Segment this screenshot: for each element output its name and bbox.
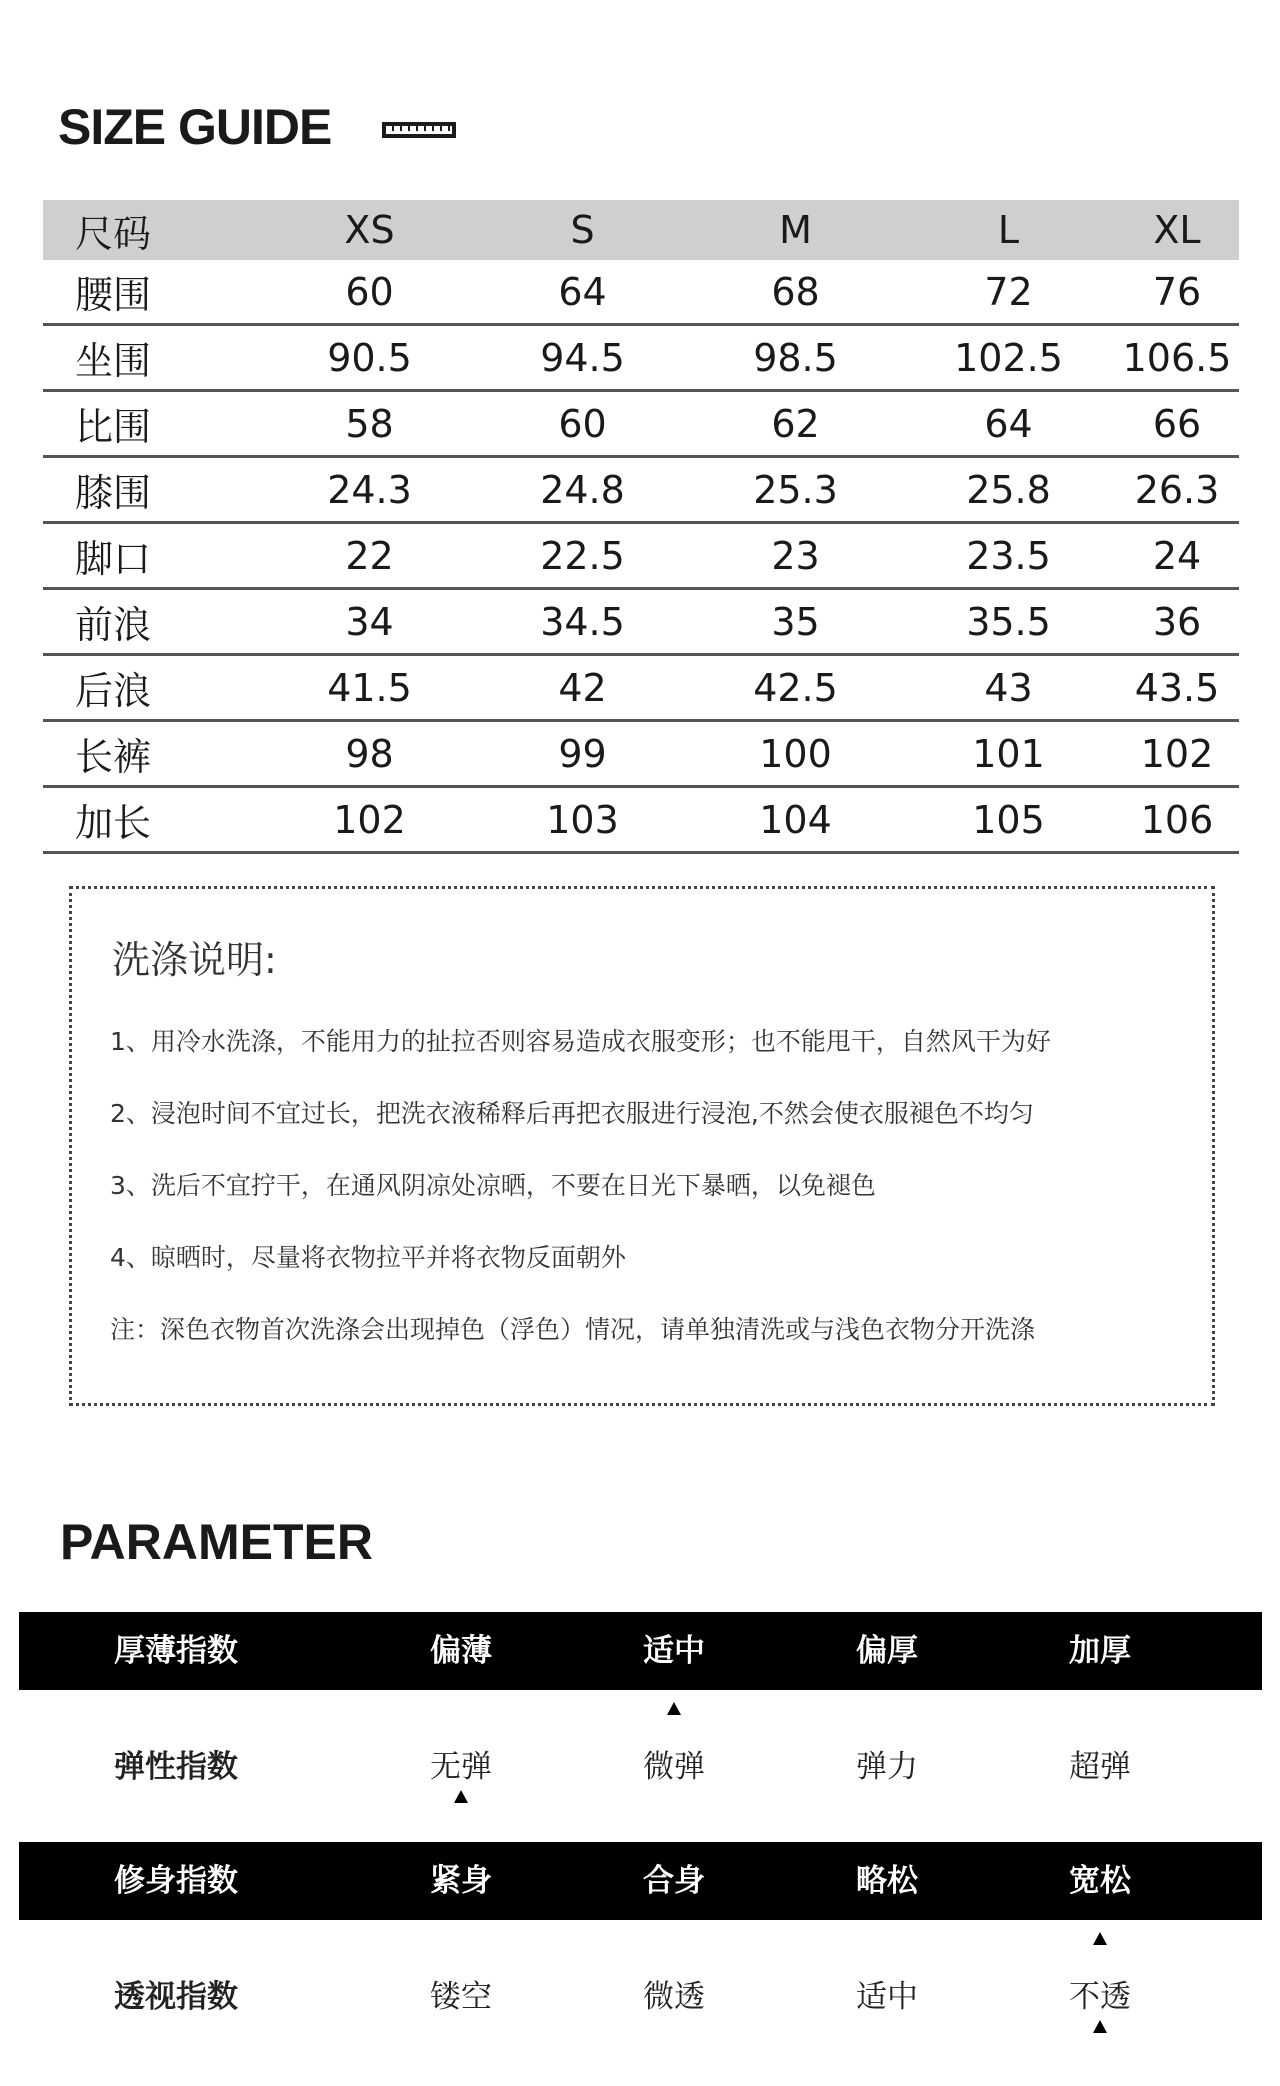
- table-cell: 102.5: [902, 325, 1115, 391]
- wash-list: [110, 1027, 1051, 1387]
- table-cell: 68: [689, 260, 902, 325]
- table-cell: 72: [902, 260, 1115, 325]
- table-row: [43, 589, 1239, 655]
- table-row: [43, 260, 1239, 325]
- parameter-option: 合身: [643, 1863, 705, 1899]
- table-cell: 35.5: [902, 589, 1115, 655]
- table-cell: 43: [902, 655, 1115, 721]
- table-cell: 106.5: [1115, 325, 1239, 391]
- size-guide-title: SIZE GUIDE: [58, 99, 332, 155]
- row-label: 长裤: [43, 721, 263, 787]
- table-cell: 100: [689, 721, 902, 787]
- table-cell: 99: [476, 721, 689, 787]
- table-cell: 22.5: [476, 523, 689, 589]
- parameter-option: 微弹: [643, 1749, 705, 1785]
- table-cell: 43.5: [1115, 655, 1239, 721]
- table-cell: 23.5: [902, 523, 1115, 589]
- parameter-row: [19, 1612, 1262, 1690]
- wash-line: 1、用冷水洗涤，不能用力的扯拉否则容易造成衣服变形；也不能甩干，自然风干为好: [110, 1027, 1051, 1056]
- parameter-row: [19, 1728, 1262, 1806]
- row-label: 后浪: [43, 655, 263, 721]
- table-cell: 24: [1115, 523, 1239, 589]
- size-table-header: [43, 200, 1239, 260]
- row-label: 前浪: [43, 589, 263, 655]
- parameter-label: 修身指数: [114, 1863, 238, 1899]
- parameter-option: 镂空: [430, 1979, 492, 2015]
- header-cell-m: M: [689, 200, 902, 260]
- table-cell: 36: [1115, 589, 1239, 655]
- table-cell: 102: [1115, 721, 1239, 787]
- wash-note: 注：深色衣物首次洗涤会出现掉色（浮色）情况，请单独清洗或与浅色衣物分开洗涤: [110, 1315, 1036, 1344]
- selected-marker-icon: [454, 1790, 468, 1803]
- table-cell: 23: [689, 523, 902, 589]
- header-cell-size: 尺码: [43, 200, 263, 260]
- table-cell: 101: [902, 721, 1115, 787]
- selected-marker-icon: [1093, 1932, 1107, 1945]
- parameter-option: 适中: [856, 1979, 918, 2015]
- table-row: [43, 523, 1239, 589]
- table-row: [43, 391, 1239, 457]
- parameter-option: 紧身: [430, 1863, 492, 1899]
- parameter-label: 厚薄指数: [114, 1633, 238, 1669]
- table-cell: 76: [1115, 260, 1239, 325]
- row-label: 比围: [43, 391, 263, 457]
- table-cell: 34.5: [476, 589, 689, 655]
- table-row: [43, 325, 1239, 391]
- header-cell-xs: XS: [263, 200, 476, 260]
- parameter-option: 适中: [643, 1633, 705, 1669]
- table-cell: 24.8: [476, 457, 689, 523]
- table-cell: 58: [263, 391, 476, 457]
- parameter-option: 偏厚: [856, 1633, 918, 1669]
- parameter-option: 超弹: [1069, 1749, 1131, 1785]
- wash-line: 3、洗后不宜拧干，在通风阴凉处凉晒，不要在日光下暴晒，以免褪色: [110, 1171, 876, 1200]
- parameter-option: 微透: [643, 1979, 705, 2015]
- parameter-option: 加厚: [1069, 1633, 1131, 1669]
- table-cell: 62: [689, 391, 902, 457]
- table-cell: 42.5: [689, 655, 902, 721]
- parameter-option: 偏薄: [430, 1633, 492, 1669]
- parameter-row: [19, 1958, 1262, 2036]
- parameter-label: 透视指数: [114, 1979, 238, 2015]
- row-label: 腰围: [43, 260, 263, 325]
- table-row: [43, 721, 1239, 787]
- table-cell: 90.5: [263, 325, 476, 391]
- parameter-label: 弹性指数: [114, 1749, 238, 1785]
- parameter-title: PARAMETER: [60, 1514, 373, 1570]
- table-cell: 98: [263, 721, 476, 787]
- table-cell: 26.3: [1115, 457, 1239, 523]
- wash-instructions-box: [69, 886, 1215, 1406]
- table-cell: 25.8: [902, 457, 1115, 523]
- table-cell: 42: [476, 655, 689, 721]
- table-cell: 41.5: [263, 655, 476, 721]
- table-cell: 64: [476, 260, 689, 325]
- row-label: 脚口: [43, 523, 263, 589]
- table-cell: 94.5: [476, 325, 689, 391]
- table-cell: 103: [476, 787, 689, 853]
- parameter-option: 弹力: [856, 1749, 918, 1785]
- selected-marker-icon: [667, 1702, 681, 1715]
- wash-line: 4、晾晒时，尽量将衣物拉平并将衣物反面朝外: [110, 1243, 626, 1272]
- parameter-option: 无弹: [430, 1749, 492, 1785]
- header-cell-xl: XL: [1115, 200, 1239, 260]
- table-row: [43, 457, 1239, 523]
- table-cell: 102: [263, 787, 476, 853]
- table-cell: 34: [263, 589, 476, 655]
- table-cell: 104: [689, 787, 902, 853]
- table-row: [43, 655, 1239, 721]
- wash-line: 2、浸泡时间不宜过长，把洗衣液稀释后再把衣服进行浸泡,不然会使衣服褪色不均匀: [110, 1099, 1034, 1128]
- table-cell: 22: [263, 523, 476, 589]
- parameter-option: 略松: [856, 1863, 918, 1899]
- table-cell: 24.3: [263, 457, 476, 523]
- table-row: [43, 787, 1239, 853]
- header-cell-s: S: [476, 200, 689, 260]
- table-cell: 66: [1115, 391, 1239, 457]
- table-cell: 35: [689, 589, 902, 655]
- table-cell: 98.5: [689, 325, 902, 391]
- header-cell-l: L: [902, 200, 1115, 260]
- table-cell: 60: [476, 391, 689, 457]
- row-label: 加长: [43, 787, 263, 853]
- parameter-row: [19, 1842, 1262, 1920]
- table-cell: 25.3: [689, 457, 902, 523]
- parameter-option: 宽松: [1069, 1863, 1131, 1899]
- size-table: [43, 200, 1239, 854]
- parameter-option: 不透: [1069, 1979, 1131, 2015]
- wash-title: 洗涤说明:: [112, 938, 277, 982]
- selected-marker-icon: [1093, 2020, 1107, 2033]
- table-cell: 60: [263, 260, 476, 325]
- ruler-icon: [382, 122, 456, 138]
- table-cell: 106: [1115, 787, 1239, 853]
- table-cell: 64: [902, 391, 1115, 457]
- row-label: 膝围: [43, 457, 263, 523]
- table-cell: 105: [902, 787, 1115, 853]
- row-label: 坐围: [43, 325, 263, 391]
